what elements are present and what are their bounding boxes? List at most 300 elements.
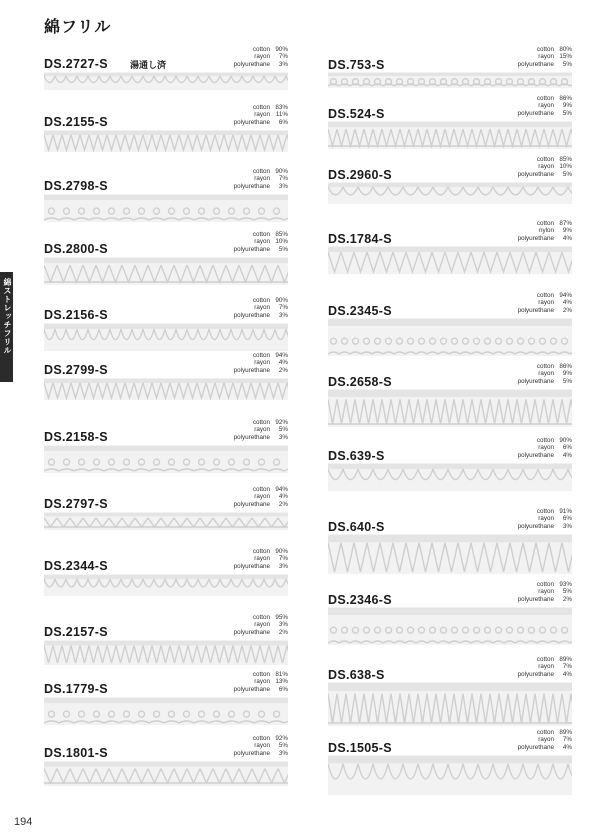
composition-row	[234, 119, 288, 126]
product-entry	[328, 292, 574, 354]
composition-row	[518, 515, 572, 522]
composition-material: cotton	[536, 95, 554, 102]
composition-percent: 9%	[562, 227, 572, 235]
product-code: DS.2344-S	[44, 559, 108, 573]
composition-material: cotton	[536, 508, 554, 515]
composition-row	[234, 168, 288, 175]
lace-sample-image	[328, 534, 572, 574]
product-code: DS.1505-S	[328, 741, 392, 755]
composition-row	[234, 183, 288, 190]
fiber-composition	[234, 46, 288, 68]
composition-percent: 3%	[278, 311, 288, 319]
composition-percent: 6%	[278, 118, 288, 126]
lace-sample-image	[44, 323, 288, 351]
product-code: DS.2155-S	[44, 115, 108, 129]
product-entry	[44, 614, 290, 676]
fiber-composition	[518, 508, 572, 530]
composition-percent: 5%	[278, 245, 288, 253]
product-code: DS.639-S	[328, 449, 385, 463]
product-entry	[328, 156, 574, 218]
composition-row	[518, 156, 572, 163]
composition-row	[234, 750, 288, 757]
lace-sample-image	[44, 574, 288, 596]
lace-sample-image	[328, 318, 572, 356]
composition-row	[518, 53, 572, 60]
composition-percent: 90%	[275, 548, 288, 555]
composition-material: cotton	[536, 156, 554, 163]
product-entry	[44, 46, 290, 108]
lace-sample-image	[328, 246, 572, 274]
product-code: DS.524-S	[328, 107, 385, 121]
composition-row	[234, 621, 288, 628]
lace-sample-image	[44, 697, 288, 725]
composition-material: rayon	[538, 588, 554, 596]
composition-percent: 10%	[559, 163, 572, 171]
composition-material: cotton	[252, 168, 270, 175]
composition-percent: 10%	[275, 238, 288, 246]
lace-sample-image	[328, 463, 572, 491]
composition-percent: 86%	[559, 95, 572, 102]
composition-percent: 7%	[278, 53, 288, 61]
composition-percent: 4%	[278, 359, 288, 367]
composition-percent: 3%	[278, 621, 288, 629]
composition-row	[518, 363, 572, 370]
composition-row	[234, 678, 288, 685]
composition-percent: 3%	[278, 433, 288, 441]
product-code: DS.1801-S	[44, 746, 108, 760]
composition-percent: 89%	[559, 656, 572, 663]
composition-row	[518, 671, 572, 678]
composition-material: rayon	[254, 621, 270, 629]
composition-percent: 7%	[562, 736, 572, 744]
composition-row	[518, 220, 572, 227]
composition-row	[518, 46, 572, 53]
composition-material: polyurethane	[233, 685, 270, 693]
composition-percent: 91%	[559, 508, 572, 515]
composition-material: polyurethane	[233, 118, 270, 126]
composition-material: polyurethane	[517, 109, 554, 117]
composition-row	[234, 46, 288, 53]
composition-row	[234, 493, 288, 500]
composition-material: polyurethane	[517, 522, 554, 530]
composition-material: rayon	[254, 359, 270, 367]
composition-percent: 6%	[562, 515, 572, 523]
fiber-composition	[518, 729, 572, 751]
composition-row	[518, 61, 572, 68]
fiber-composition	[234, 419, 288, 441]
composition-row	[234, 352, 288, 359]
composition-row	[518, 307, 572, 314]
fiber-composition	[234, 548, 288, 570]
lace-sample-image	[44, 194, 288, 222]
composition-material: rayon	[254, 742, 270, 750]
composition-row	[234, 367, 288, 374]
composition-row	[234, 175, 288, 182]
composition-percent: 2%	[562, 595, 572, 603]
composition-percent: 9%	[562, 102, 572, 110]
composition-row	[518, 596, 572, 603]
composition-percent: 3%	[562, 522, 572, 530]
lace-sample-image	[44, 445, 288, 473]
composition-percent: 80%	[559, 46, 572, 53]
product-code: DS.2157-S	[44, 625, 108, 639]
lace-sample-image	[328, 389, 572, 427]
product-entry	[328, 508, 574, 570]
product-entry	[328, 95, 574, 157]
composition-material: rayon	[538, 736, 554, 744]
composition-percent: 95%	[275, 614, 288, 621]
composition-percent: 5%	[562, 60, 572, 68]
fiber-composition	[234, 352, 288, 374]
composition-percent: 92%	[275, 735, 288, 742]
composition-material: rayon	[538, 299, 554, 307]
composition-row	[234, 555, 288, 562]
lace-sample-image	[44, 72, 288, 90]
composition-material: cotton	[536, 220, 554, 227]
composition-percent: 5%	[562, 377, 572, 385]
composition-row	[234, 563, 288, 570]
composition-percent: 90%	[275, 297, 288, 304]
composition-row	[518, 588, 572, 595]
product-code: DS.2797-S	[44, 497, 108, 511]
composition-row	[234, 297, 288, 304]
product-code: DS.2156-S	[44, 308, 108, 322]
composition-material: cotton	[536, 437, 554, 444]
composition-row	[234, 238, 288, 245]
product-code: DS.2727-S	[44, 57, 108, 71]
fiber-composition	[518, 656, 572, 678]
product-code: DS.753-S	[328, 58, 385, 72]
composition-percent: 4%	[562, 670, 572, 678]
lace-sample-image	[328, 72, 572, 88]
composition-material: nylon	[538, 227, 554, 235]
composition-material: cotton	[252, 486, 270, 493]
product-code: DS.2799-S	[44, 363, 108, 377]
product-code: DS.2800-S	[44, 242, 108, 256]
composition-percent: 86%	[559, 363, 572, 370]
lace-sample-image	[44, 378, 288, 400]
product-code: DS.1779-S	[44, 682, 108, 696]
fiber-composition	[234, 486, 288, 508]
page-number: 194	[14, 816, 33, 828]
lace-sample-image	[44, 512, 288, 530]
composition-material: polyurethane	[517, 595, 554, 603]
composition-row	[234, 359, 288, 366]
composition-percent: 90%	[559, 437, 572, 444]
composition-percent: 7%	[278, 555, 288, 563]
composition-row	[518, 378, 572, 385]
composition-row	[234, 419, 288, 426]
composition-material: polyurethane	[233, 500, 270, 508]
fiber-composition	[234, 614, 288, 636]
composition-row	[518, 444, 572, 451]
fiber-composition	[518, 581, 572, 603]
composition-row	[518, 729, 572, 736]
composition-row	[518, 102, 572, 109]
composition-percent: 5%	[562, 109, 572, 117]
fiber-composition	[518, 46, 572, 68]
composition-material: rayon	[254, 238, 270, 246]
composition-row	[518, 370, 572, 377]
composition-material: rayon	[254, 493, 270, 501]
composition-material: rayon	[538, 370, 554, 378]
product-entry	[328, 220, 574, 282]
composition-material: rayon	[254, 304, 270, 312]
composition-material: cotton	[536, 729, 554, 736]
composition-row	[234, 231, 288, 238]
product-entry	[44, 352, 290, 414]
composition-row	[234, 246, 288, 253]
composition-material: polyurethane	[233, 182, 270, 190]
lace-sample-image	[328, 607, 572, 645]
composition-material: cotton	[252, 46, 270, 53]
composition-row	[518, 299, 572, 306]
composition-row	[518, 663, 572, 670]
composition-material: polyurethane	[233, 366, 270, 374]
composition-material: cotton	[252, 671, 270, 678]
composition-material: rayon	[254, 175, 270, 183]
composition-percent: 5%	[562, 588, 572, 596]
composition-row	[234, 104, 288, 111]
composition-percent: 3%	[278, 182, 288, 190]
composition-material: cotton	[536, 656, 554, 663]
composition-percent: 7%	[562, 663, 572, 671]
product-entry	[328, 437, 574, 499]
product-entry	[328, 581, 574, 643]
page-title: 綿フリル	[44, 19, 112, 36]
composition-row	[234, 686, 288, 693]
composition-row	[518, 171, 572, 178]
composition-percent: 5%	[278, 742, 288, 750]
product-entry	[44, 168, 290, 230]
composition-row	[234, 111, 288, 118]
composition-percent: 4%	[278, 493, 288, 501]
composition-row	[518, 736, 572, 743]
composition-percent: 5%	[278, 426, 288, 434]
product-entry	[44, 486, 290, 548]
composition-percent: 4%	[562, 743, 572, 751]
product-entry	[328, 656, 574, 718]
composition-percent: 9%	[562, 370, 572, 378]
composition-percent: 2%	[278, 500, 288, 508]
composition-percent: 7%	[278, 175, 288, 183]
composition-material: polyurethane	[517, 670, 554, 678]
fiber-composition	[234, 735, 288, 757]
side-index-tab	[0, 272, 13, 382]
composition-material: rayon	[254, 678, 270, 686]
composition-material: polyurethane	[517, 377, 554, 385]
composition-material: rayon	[254, 426, 270, 434]
composition-material: rayon	[538, 515, 554, 523]
product-code: DS.638-S	[328, 668, 385, 682]
composition-percent: 3%	[278, 562, 288, 570]
composition-row	[518, 235, 572, 242]
fiber-composition	[234, 168, 288, 190]
composition-material: rayon	[254, 111, 270, 119]
composition-row	[518, 437, 572, 444]
composition-material: polyurethane	[233, 749, 270, 757]
composition-material: rayon	[254, 53, 270, 61]
composition-material: polyurethane	[517, 743, 554, 751]
composition-material: polyurethane	[517, 306, 554, 314]
composition-row	[234, 548, 288, 555]
composition-row	[518, 508, 572, 515]
composition-percent: 93%	[559, 581, 572, 588]
composition-row	[234, 501, 288, 508]
composition-row	[234, 434, 288, 441]
product-entry	[44, 419, 290, 481]
fiber-composition	[234, 231, 288, 253]
composition-material: polyurethane	[233, 245, 270, 253]
composition-row	[518, 744, 572, 751]
product-code: DS.2798-S	[44, 179, 108, 193]
composition-material: polyurethane	[517, 60, 554, 68]
product-code: DS.2960-S	[328, 168, 392, 182]
composition-row	[234, 671, 288, 678]
fiber-composition	[518, 95, 572, 117]
product-entry	[44, 104, 290, 166]
lace-sample-image	[44, 257, 288, 285]
composition-row	[518, 110, 572, 117]
composition-percent: 2%	[278, 366, 288, 374]
composition-row	[234, 304, 288, 311]
product-code: DS.2158-S	[44, 430, 108, 444]
composition-material: rayon	[538, 53, 554, 61]
composition-material: cotton	[536, 363, 554, 370]
lace-sample-image	[44, 640, 288, 665]
composition-percent: 3%	[278, 60, 288, 68]
composition-percent: 4%	[562, 451, 572, 459]
fiber-composition	[518, 292, 572, 314]
composition-percent: 83%	[275, 104, 288, 111]
composition-material: polyurethane	[233, 311, 270, 319]
fiber-composition	[518, 220, 572, 242]
composition-material: cotton	[252, 614, 270, 621]
composition-material: rayon	[538, 444, 554, 452]
lace-sample-image	[44, 130, 288, 152]
composition-percent: 92%	[275, 419, 288, 426]
composition-material: rayon	[538, 663, 554, 671]
composition-row	[518, 163, 572, 170]
composition-row	[234, 735, 288, 742]
composition-material: rayon	[538, 102, 554, 110]
fiber-composition	[234, 297, 288, 319]
composition-material: rayon	[254, 555, 270, 563]
composition-material: cotton	[536, 46, 554, 53]
composition-row	[518, 581, 572, 588]
fiber-composition	[518, 437, 572, 459]
composition-material: cotton	[536, 581, 554, 588]
composition-percent: 2%	[278, 628, 288, 636]
product-code: DS.2658-S	[328, 375, 392, 389]
product-code: DS.2346-S	[328, 593, 392, 607]
composition-row	[518, 523, 572, 530]
product-entry	[328, 363, 574, 425]
composition-material: cotton	[252, 735, 270, 742]
lace-sample-image	[328, 121, 572, 149]
composition-row	[234, 486, 288, 493]
composition-percent: 90%	[275, 46, 288, 53]
composition-row	[234, 312, 288, 319]
product-entry	[328, 729, 574, 791]
side-index-tab-label: 綿ストレッチフリル	[3, 278, 12, 355]
composition-percent: 85%	[275, 231, 288, 238]
composition-material: cotton	[252, 104, 270, 111]
product-entry	[44, 735, 290, 797]
product-entry	[44, 231, 290, 293]
composition-percent: 13%	[275, 678, 288, 686]
composition-row	[518, 227, 572, 234]
fiber-composition	[518, 363, 572, 385]
lace-sample-image	[328, 755, 572, 795]
composition-percent: 94%	[559, 292, 572, 299]
composition-percent: 6%	[278, 685, 288, 693]
composition-material: cotton	[536, 292, 554, 299]
composition-percent: 3%	[278, 749, 288, 757]
lace-sample-image	[328, 682, 572, 726]
composition-row	[234, 742, 288, 749]
composition-percent: 11%	[275, 111, 288, 119]
composition-row	[234, 426, 288, 433]
composition-percent: 94%	[275, 486, 288, 493]
composition-percent: 7%	[278, 304, 288, 312]
composition-material: polyurethane	[233, 60, 270, 68]
composition-row	[234, 53, 288, 60]
composition-material: cotton	[252, 297, 270, 304]
fiber-composition	[234, 671, 288, 693]
composition-percent: 81%	[275, 671, 288, 678]
composition-material: polyurethane	[233, 628, 270, 636]
composition-percent: 85%	[559, 156, 572, 163]
composition-material: cotton	[252, 548, 270, 555]
product-code: DS.640-S	[328, 520, 385, 534]
composition-row	[518, 656, 572, 663]
composition-material: polyurethane	[233, 562, 270, 570]
composition-material: cotton	[252, 231, 270, 238]
composition-percent: 6%	[562, 444, 572, 452]
product-entry	[44, 671, 290, 733]
composition-material: cotton	[252, 419, 270, 426]
composition-percent: 4%	[562, 234, 572, 242]
lace-sample-image	[328, 182, 572, 204]
composition-percent: 4%	[562, 299, 572, 307]
composition-percent: 2%	[562, 306, 572, 314]
composition-percent: 15%	[559, 53, 572, 61]
composition-percent: 90%	[275, 168, 288, 175]
composition-material: polyurethane	[517, 234, 554, 242]
composition-percent: 87%	[559, 220, 572, 227]
composition-row	[518, 292, 572, 299]
product-code: DS.2345-S	[328, 304, 392, 318]
product-entry	[44, 548, 290, 610]
composition-percent: 89%	[559, 729, 572, 736]
composition-row	[234, 614, 288, 621]
composition-percent: 94%	[275, 352, 288, 359]
composition-row	[234, 629, 288, 636]
composition-percent: 5%	[562, 170, 572, 178]
product-note: 湯通し済	[130, 61, 167, 71]
composition-row	[234, 61, 288, 68]
composition-material: polyurethane	[517, 451, 554, 459]
composition-material: polyurethane	[517, 170, 554, 178]
composition-row	[518, 95, 572, 102]
product-entry	[44, 297, 290, 359]
product-code: DS.1784-S	[328, 232, 392, 246]
lace-sample-image	[44, 761, 288, 786]
composition-material: cotton	[252, 352, 270, 359]
composition-row	[518, 452, 572, 459]
fiber-composition	[518, 156, 572, 178]
